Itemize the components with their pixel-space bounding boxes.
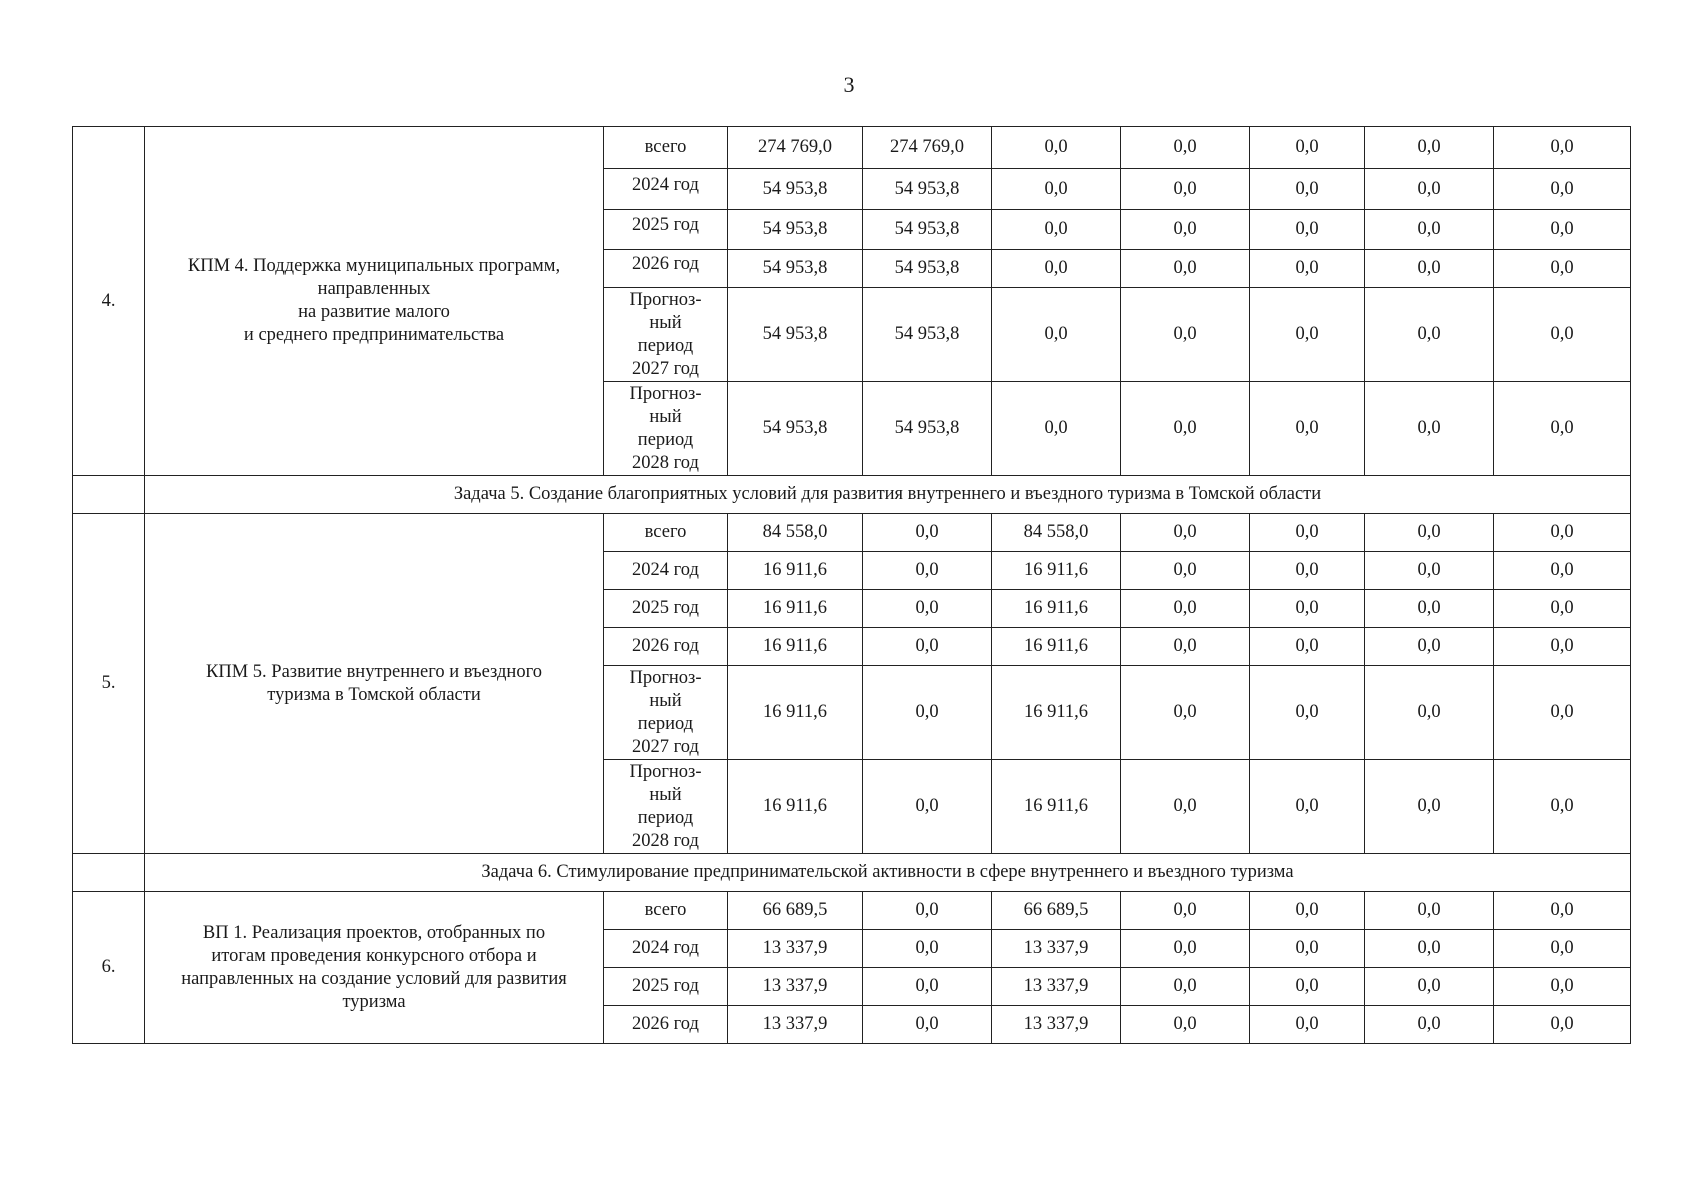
period-label-line: 2027 год [632, 736, 699, 757]
program-name-line: КПМ 4. Поддержка муниципальных программ, [187, 256, 561, 276]
value-cell: 54 953,8 [863, 382, 992, 476]
value-cell: 54 953,8 [863, 169, 992, 210]
period-cell [604, 760, 728, 854]
program-name [145, 514, 604, 854]
value-cell: 0,0 [1250, 210, 1365, 250]
value-cell: 54 953,8 [863, 288, 992, 382]
period-cell [604, 930, 728, 968]
value-cell: 274 769,0 [863, 127, 992, 169]
period-label-line: 2024 год [632, 174, 699, 195]
period-label-line: всего [644, 900, 687, 920]
value-cell: 84 558,0 [728, 514, 863, 552]
period-label-line: 2026 год [632, 1014, 699, 1034]
value-cell: 0,0 [863, 590, 992, 628]
value-cell: 0,0 [1494, 127, 1631, 169]
task-row [73, 854, 1631, 892]
value-cell: 66 689,5 [992, 892, 1121, 930]
value-cell: 0,0 [1365, 930, 1494, 968]
value-cell: 0,0 [1250, 892, 1365, 930]
value-cell: 16 911,6 [728, 628, 863, 666]
program-name-line: КПМ 5. Развитие внутреннего и въездного [206, 661, 542, 682]
value-cell: 0,0 [863, 892, 992, 930]
value-cell: 0,0 [1365, 892, 1494, 930]
period-label-line: 2025 год [632, 215, 699, 235]
period-cell [604, 210, 728, 250]
period-label-line: 2026 год [632, 254, 699, 274]
value-cell: 13 337,9 [728, 968, 863, 1006]
period-label-line: 2024 год [632, 938, 699, 958]
value-cell: 16 911,6 [728, 760, 863, 854]
program-name [145, 892, 604, 1044]
value-cell: 0,0 [1250, 169, 1365, 210]
value-cell: 0,0 [1121, 250, 1250, 288]
value-cell: 16 911,6 [992, 552, 1121, 590]
value-cell: 16 911,6 [728, 666, 863, 760]
value-cell: 0,0 [863, 1006, 992, 1044]
value-cell: 54 953,8 [728, 382, 863, 476]
value-cell: 0,0 [1121, 288, 1250, 382]
value-cell: 0,0 [1121, 169, 1250, 210]
period-cell [604, 1006, 728, 1044]
value-cell: 0,0 [1365, 210, 1494, 250]
value-cell: 0,0 [1494, 892, 1631, 930]
value-cell: 54 953,8 [728, 250, 863, 288]
value-cell: 0,0 [1250, 382, 1365, 476]
period-label-line: Прогноз- [629, 761, 702, 782]
row-number: 4. [73, 127, 145, 476]
value-cell: 0,0 [1365, 127, 1494, 169]
value-cell: 0,0 [1250, 514, 1365, 552]
value-cell: 0,0 [992, 250, 1121, 288]
value-cell: 0,0 [1365, 968, 1494, 1006]
table-row [73, 127, 1631, 169]
value-cell: 0,0 [992, 288, 1121, 382]
value-cell: 0,0 [1494, 968, 1631, 1006]
value-cell: 54 953,8 [863, 210, 992, 250]
value-cell: 13 337,9 [728, 930, 863, 968]
value-cell: 0,0 [1250, 760, 1365, 854]
value-cell: 274 769,0 [728, 127, 863, 169]
program-name-line: итогам проведения конкурсного отбора и [211, 945, 537, 966]
value-cell: 0,0 [1494, 628, 1631, 666]
value-cell: 0,0 [1250, 288, 1365, 382]
value-cell: 0,0 [1121, 666, 1250, 760]
period-cell [604, 382, 728, 476]
value-cell: 0,0 [1250, 590, 1365, 628]
value-cell: 0,0 [1121, 210, 1250, 250]
value-cell: 0,0 [1494, 250, 1631, 288]
period-label-line: период [637, 713, 694, 734]
value-cell: 0,0 [1121, 552, 1250, 590]
value-cell: 0,0 [1121, 590, 1250, 628]
period-cell [604, 288, 728, 382]
value-cell: 0,0 [1365, 666, 1494, 760]
value-cell: 16 911,6 [992, 628, 1121, 666]
table-row [73, 514, 1631, 552]
period-label-line: ный [649, 312, 682, 333]
task-number-cell [73, 854, 145, 892]
value-cell: 0,0 [1250, 628, 1365, 666]
period-cell [604, 892, 728, 930]
value-cell: 54 953,8 [863, 250, 992, 288]
value-cell: 0,0 [1494, 930, 1631, 968]
value-cell: 0,0 [1121, 628, 1250, 666]
value-cell: 0,0 [1121, 760, 1250, 854]
period-label-line: 2028 год [632, 452, 699, 473]
value-cell: 0,0 [1121, 1006, 1250, 1044]
value-cell: 0,0 [1365, 552, 1494, 590]
period-label-line: Прогноз- [629, 383, 702, 404]
period-label-line: 2027 год [632, 358, 699, 379]
period-cell [604, 127, 728, 169]
row-number: 5. [73, 514, 145, 854]
value-cell: 0,0 [992, 382, 1121, 476]
period-label-line: всего [644, 522, 687, 542]
value-cell: 0,0 [1494, 382, 1631, 476]
value-cell: 0,0 [1365, 250, 1494, 288]
value-cell: 16 911,6 [728, 552, 863, 590]
value-cell: 0,0 [1365, 1006, 1494, 1044]
period-cell [604, 169, 728, 210]
value-cell: 0,0 [863, 760, 992, 854]
value-cell: 0,0 [1494, 552, 1631, 590]
value-cell: 13 337,9 [992, 1006, 1121, 1044]
value-cell: 0,0 [1365, 169, 1494, 210]
value-cell: 0,0 [1494, 590, 1631, 628]
value-cell: 0,0 [1250, 930, 1365, 968]
period-label-line: 2026 год [632, 636, 699, 656]
value-cell: 0,0 [1121, 892, 1250, 930]
program-name-line: направленных [317, 279, 431, 299]
period-label-line: ный [649, 690, 682, 711]
value-cell: 13 337,9 [728, 1006, 863, 1044]
budget-table [72, 126, 1631, 1044]
value-cell: 0,0 [992, 169, 1121, 210]
value-cell: 0,0 [1494, 760, 1631, 854]
value-cell: 0,0 [1365, 288, 1494, 382]
value-cell: 0,0 [1121, 930, 1250, 968]
value-cell: 66 689,5 [728, 892, 863, 930]
value-cell: 0,0 [1250, 968, 1365, 1006]
value-cell: 54 953,8 [728, 210, 863, 250]
period-label-line: ный [649, 784, 682, 805]
value-cell: 0,0 [1365, 514, 1494, 552]
value-cell: 16 911,6 [992, 590, 1121, 628]
table-row [73, 892, 1631, 930]
page-number: 3 [843, 72, 855, 97]
value-cell: 0,0 [1121, 968, 1250, 1006]
period-label-line: 2024 год [632, 560, 699, 580]
value-cell: 0,0 [1494, 169, 1631, 210]
period-cell [604, 968, 728, 1006]
value-cell: 16 911,6 [992, 760, 1121, 854]
value-cell: 0,0 [1250, 127, 1365, 169]
value-cell: 0,0 [1365, 382, 1494, 476]
task-number-cell [73, 476, 145, 514]
value-cell: 0,0 [863, 514, 992, 552]
row-number: 6. [73, 892, 145, 1044]
period-label-line: 2025 год [632, 598, 699, 618]
period-label-line: всего [644, 137, 687, 157]
value-cell: 0,0 [863, 552, 992, 590]
value-cell: 0,0 [1121, 514, 1250, 552]
value-cell: 0,0 [863, 968, 992, 1006]
value-cell: 0,0 [1365, 590, 1494, 628]
value-cell: 0,0 [863, 930, 992, 968]
program-name-line: туризма [342, 991, 406, 1012]
program-name-line: ВП 1. Реализация проектов, отобранных по [202, 922, 546, 943]
period-cell [604, 514, 728, 552]
value-cell: 0,0 [1494, 210, 1631, 250]
value-cell: 0,0 [1494, 288, 1631, 382]
program-name-line: направленных на создание условий для развития [181, 968, 567, 989]
period-label-line: период [637, 807, 694, 828]
value-cell: 0,0 [1121, 127, 1250, 169]
value-cell: 0,0 [1365, 628, 1494, 666]
value-cell: 0,0 [1250, 552, 1365, 590]
value-cell: 0,0 [992, 210, 1121, 250]
task-row [73, 476, 1631, 514]
value-cell: 84 558,0 [992, 514, 1121, 552]
value-cell: 16 911,6 [728, 590, 863, 628]
value-cell: 54 953,8 [728, 169, 863, 210]
period-cell [604, 552, 728, 590]
program-name-line: на развитие малого [298, 302, 450, 322]
period-label-line: Прогноз- [629, 667, 702, 688]
period-cell [604, 666, 728, 760]
value-cell: 0,0 [1250, 250, 1365, 288]
value-cell: 13 337,9 [992, 968, 1121, 1006]
value-cell: 16 911,6 [992, 666, 1121, 760]
value-cell: 0,0 [1365, 760, 1494, 854]
value-cell: 54 953,8 [728, 288, 863, 382]
period-label-line: период [637, 429, 694, 450]
period-cell [604, 590, 728, 628]
program-name-line: и среднего предпринимательства [243, 325, 505, 345]
value-cell: 0,0 [1250, 666, 1365, 760]
value-cell: 0,0 [992, 127, 1121, 169]
task-cell: Задача 6. Стимулирование предпринимательской активности в сфере внутреннего и въездного туризма [145, 854, 1631, 892]
value-cell: 0,0 [1250, 1006, 1365, 1044]
task-cell: Задача 5. Создание благоприятных условий для развития внутреннего и въездного туризма в Томской области [145, 476, 1631, 514]
value-cell: 0,0 [863, 628, 992, 666]
value-cell: 0,0 [1494, 514, 1631, 552]
value-cell: 0,0 [1494, 1006, 1631, 1044]
value-cell: 0,0 [1121, 382, 1250, 476]
period-cell [604, 250, 728, 288]
period-cell [604, 628, 728, 666]
program-name-line: туризма в Томской области [267, 684, 481, 705]
period-label-line: ный [649, 406, 682, 427]
period-label-line: период [637, 335, 694, 356]
program-name [145, 127, 604, 476]
value-cell: 13 337,9 [992, 930, 1121, 968]
period-label-line: Прогноз- [629, 289, 702, 310]
period-label-line: 2028 год [632, 830, 699, 851]
period-label-line: 2025 год [632, 976, 699, 996]
value-cell: 0,0 [1494, 666, 1631, 760]
table-body [73, 127, 1631, 1044]
value-cell: 0,0 [863, 666, 992, 760]
